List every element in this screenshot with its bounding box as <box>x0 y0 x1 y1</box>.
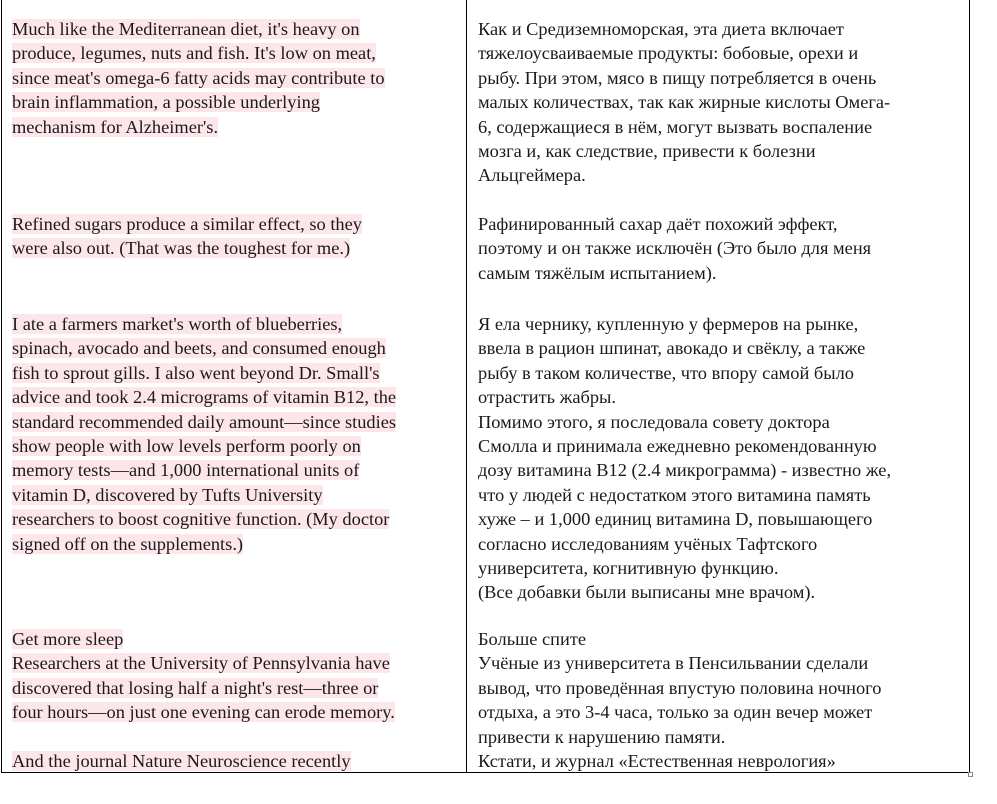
text-line: Смолла и принимала ежедневно рекомендованную <box>478 436 877 457</box>
text-line: привести к нарушению памяти. <box>478 726 726 747</box>
text-line: тяжелоусваиваемые продукты: бобовые, орехи и <box>478 43 859 64</box>
text-line: fish to sprout gills. I also went beyond Dr. Small's <box>12 362 380 383</box>
text-line: отдыха, а это 3-4 часа, только за один вечер может <box>478 702 873 723</box>
text-line: mechanism for Alzheimer's. <box>12 116 219 137</box>
text-line: discovered that losing half a night's rest—three or <box>12 677 379 698</box>
text-line: Researchers at the University of Pennsylvania have <box>12 653 390 674</box>
english-paragraph-5 <box>12 749 464 773</box>
english-paragraph-3 <box>12 312 464 556</box>
text-line: vitamin D, discovered by Tufts University <box>12 484 323 505</box>
text-line: дозу витамина B12 (2.4 микрограмма) - известно же, <box>478 460 892 481</box>
text-line: Альцгеймера. <box>478 165 586 186</box>
text-line: standard recommended daily amount—since studies <box>12 411 397 432</box>
text-line: four hours—on just one evening can erode memory. <box>12 702 395 723</box>
text-line: Кстати, и журнал «Естественная неврология» <box>478 751 836 772</box>
section-heading: Get more sleep <box>12 629 124 649</box>
text-line: университета, когнитивную функцию. <box>478 558 779 579</box>
russian-paragraph-4 <box>478 627 962 773</box>
text-line: Учёные из университета в Пенсильвании сделали <box>478 653 869 674</box>
text-line: самым тяжёлым испытанием). <box>478 262 717 283</box>
text-line: produce, legumes, nuts and fish. It's low on meat, <box>12 43 376 64</box>
text-line: мозга и, как следствие, привести к болезни <box>478 141 816 162</box>
text-line: Much like the Mediterranean diet, it's heavy on <box>12 19 360 39</box>
text-line: 6, содержащиеся в нём, могут вызвать воспаление <box>478 116 873 137</box>
text-line: вывод, что проведённая впустую половина ночного <box>478 677 882 698</box>
text-line: signed off on the supplements.) <box>12 533 244 554</box>
text-line: что у людей с недостатком этого витамина память <box>478 484 871 505</box>
english-paragraph-2 <box>12 212 464 261</box>
text-line: малых количествах, так как жирные кислоты Омега- <box>478 92 891 113</box>
text-line: Refined sugars produce a similar effect, so they <box>12 214 362 234</box>
text-line: Рафинированный сахар даёт похожий эффект, <box>478 214 838 234</box>
text-line: отрастить жабры. <box>478 387 617 408</box>
text-line: I ate a farmers market's worth of blueberries, <box>12 314 343 334</box>
column-divider <box>466 0 467 773</box>
section-heading: Больше спите <box>478 629 587 649</box>
russian-paragraph-2 <box>478 212 962 285</box>
text-line: Помимо этого, я последовала совету доктора <box>478 411 830 432</box>
text-line: advice and took 2.4 micrograms of vitamin B12, the <box>12 387 397 408</box>
text-line: And the journal Nature Neuroscience recently <box>12 751 351 771</box>
text-line: Я ела чернику, купленную у фермеров на рынке, <box>478 314 859 334</box>
text-line: spinach, avocado and beets, and consumed enough <box>12 338 386 359</box>
text-line: хуже – и 1,000 единиц витамина D, повышающего <box>478 509 873 530</box>
text-line: согласно исследованиям учёных Тафтского <box>478 533 818 554</box>
text-line: рыбу. При этом, мясо в пищу потребляется в очень <box>478 67 877 88</box>
text-line: were also out. (That was the toughest for me.) <box>12 238 351 259</box>
text-line: поэтому и он также исключён (Это было для меня <box>478 238 872 259</box>
russian-paragraph-3 <box>478 312 962 605</box>
text-line: Как и Средиземноморская, эта диета включает <box>478 19 844 39</box>
text-line: ввела в рацион шпинат, авокадо и свёклу, а также <box>478 338 866 359</box>
table-resize-handle[interactable] <box>968 772 973 777</box>
text-line: (Все добавки были выписаны мне врачом). <box>478 582 816 603</box>
text-line: memory tests—and 1,000 international units of <box>12 460 360 481</box>
text-line: researchers to boost cognitive function. (My doctor <box>12 509 390 530</box>
text-line: рыбу в таком количестве, что впору самой было <box>478 362 854 383</box>
english-paragraph-1 <box>12 17 464 139</box>
text-line: show people with low levels perform poorly on <box>12 436 361 457</box>
russian-paragraph-1 <box>478 17 962 188</box>
text-line: since meat's omega-6 fatty acids may contribute to <box>12 67 385 88</box>
english-paragraph-4 <box>12 627 464 725</box>
text-line: brain inflammation, a possible underlying <box>12 92 320 113</box>
